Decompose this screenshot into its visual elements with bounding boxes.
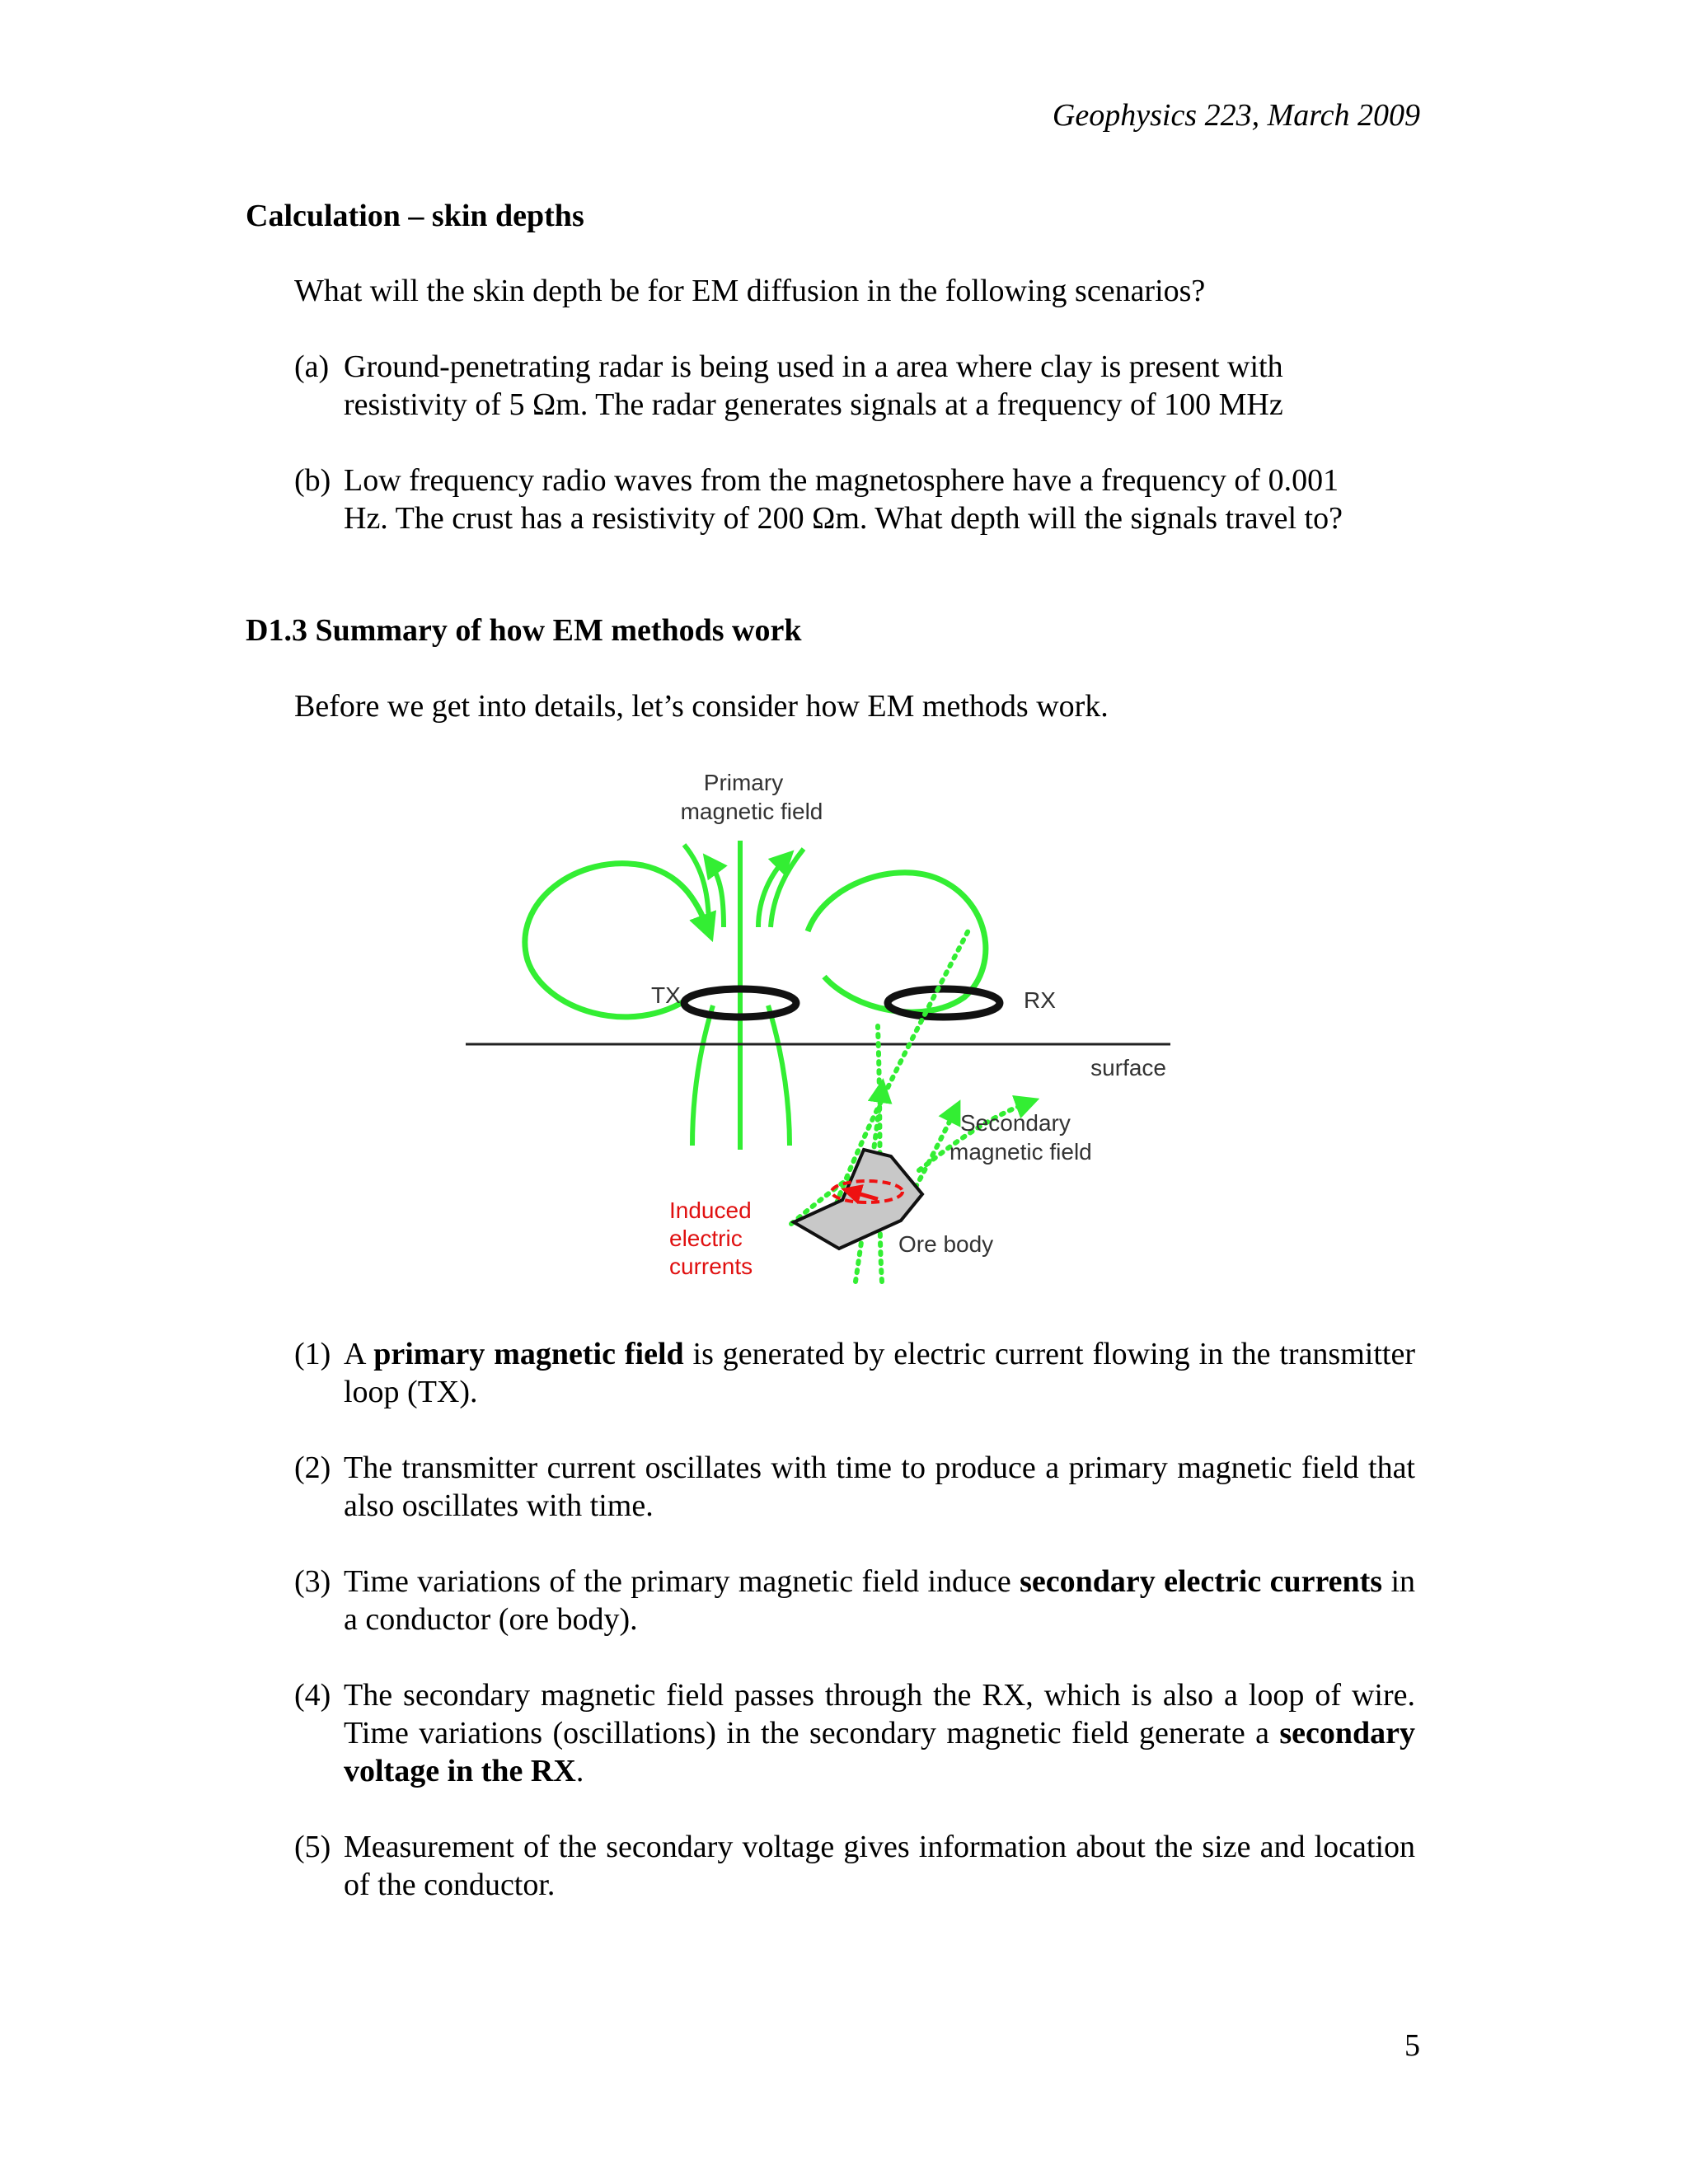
step-text: A <box>344 1337 374 1371</box>
step-bold-text: secondary voltage in the RX <box>344 1716 1415 1788</box>
secondary-field-label-2: magnetic field <box>950 1139 1092 1165</box>
step-1 <box>294 1335 1415 1411</box>
primary-field-inner-left <box>692 1005 713 1146</box>
step-label: (5) <box>294 1830 331 1864</box>
course-header: Geophysics 223, March 2009 <box>1052 98 1420 133</box>
page-number: 5 <box>1404 2028 1420 2063</box>
tx-label: TX <box>651 982 681 1008</box>
surface-label: surface <box>1090 1055 1166 1080</box>
secondary-field-label-1: Secondary <box>960 1110 1071 1136</box>
question-line: resistivity of 5 Ωm. The radar generates signals at a frequency of 100 MHz <box>344 387 1283 422</box>
step-bold-text: primary magnetic field <box>373 1337 684 1371</box>
step-text: . <box>575 1754 584 1788</box>
question-label: (a) <box>294 349 330 384</box>
primary-field-label-1: Primary <box>703 770 784 795</box>
induced-currents-label-1: Induced <box>669 1197 752 1223</box>
section1-intro: What will the skin depth be for EM diffusion in the following scenarios? <box>294 274 1206 308</box>
primary-field-upper-left <box>684 845 709 927</box>
step-text: in a conductor (ore body). <box>344 1564 1416 1637</box>
induced-currents-label-2: electric <box>669 1226 743 1251</box>
primary-field-left-loop <box>525 864 709 1017</box>
step-text: The transmitter current oscillates with time to produce a primary magnetic field that also oscillates with time. <box>344 1451 1415 1523</box>
question-label: (b) <box>294 463 331 498</box>
rx-label: RX <box>1024 987 1056 1013</box>
question-line: Low frequency radio waves from the magnetosphere have a frequency of 0.001 <box>344 463 1339 498</box>
rx-loop <box>888 989 1000 1017</box>
step-bold-text: secondary electric currents <box>1020 1564 1383 1599</box>
step-label: (3) <box>294 1564 331 1599</box>
step-label: (1) <box>294 1337 331 1371</box>
step-3 <box>294 1563 1415 1638</box>
step-label: (2) <box>294 1451 331 1485</box>
step-5 <box>294 1828 1415 1904</box>
question-a <box>294 348 1415 424</box>
step-text: The secondary magnetic field passes through the RX, which is also a loop of wire. Time variations (oscillations) in the secondary magnetic field generate a <box>344 1678 1415 1750</box>
ore-body-label: Ore body <box>898 1231 994 1257</box>
primary-field-inner-right <box>768 1005 790 1146</box>
question-line: Hz. The crust has a resistivity of 200 Ωm. What depth will the signals travel to? <box>344 501 1343 536</box>
step-4 <box>294 1676 1415 1790</box>
question-line: Ground-penetrating radar is being used in a area where clay is present with <box>344 349 1283 384</box>
primary-field-label-2: magnetic field <box>680 799 823 824</box>
section-title-em-summary: D1.3 Summary of how EM methods work <box>246 613 802 648</box>
step-text: is generated by electric current flowing in the transmitter loop (TX). <box>344 1337 1415 1409</box>
step-text: Measurement of the secondary voltage gives information about the size and location of the conductor. <box>344 1830 1415 1902</box>
section2-intro: Before we get into details, let’s consider how EM methods work. <box>294 689 1109 724</box>
question-b <box>294 462 1415 537</box>
step-2 <box>294 1449 1415 1525</box>
step-label: (4) <box>294 1678 331 1713</box>
step-text: Time variations of the primary magnetic field induce <box>344 1564 1020 1599</box>
section-title-skin-depths: Calculation – skin depths <box>246 199 584 233</box>
em-method-diagram <box>462 754 1187 1310</box>
induced-currents-label-3: currents <box>669 1254 753 1279</box>
